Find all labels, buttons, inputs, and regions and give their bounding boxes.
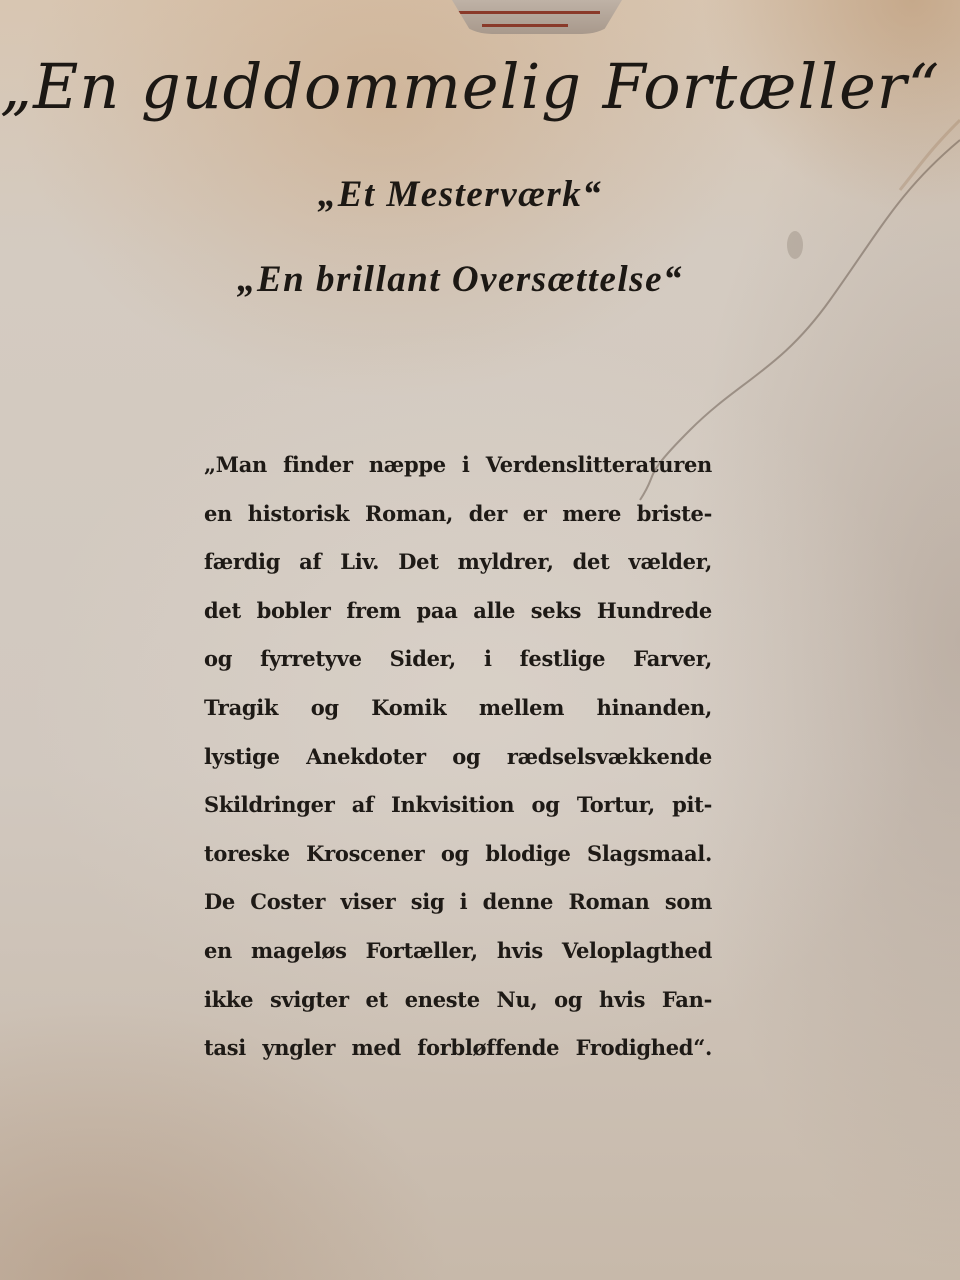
paragraph-line: toreske Kroscener og blodige Slagsmaal. xyxy=(204,840,712,866)
subheading-mestervaerk: „Et Mesterværk“ xyxy=(317,174,603,215)
paragraph-line: Tragik og Komik mellem hinanden, xyxy=(204,694,712,720)
paragraph-line: det bobler frem paa alle seks Hundrede xyxy=(204,597,712,623)
paragraph-line: og fyrretyve Sider, i festlige Farver, xyxy=(204,646,712,672)
paragraph-line: „Man finder næppe i Verdenslitteraturen xyxy=(204,452,712,477)
paragraph-line: en mageløs Fortæller, hvis Veloplagthed xyxy=(204,937,712,963)
subheading-oversaettelse: „En brillant Oversættelse“ xyxy=(236,259,684,300)
red-stripe xyxy=(482,24,568,27)
red-stripe xyxy=(456,11,600,14)
paragraph-line: lystige Anekdoter og rædselsvækkende xyxy=(204,743,712,769)
paragraph-line: ikke svigter et eneste Nu, og hvis Fan- xyxy=(204,986,712,1012)
paragraph-line: De Coster viser sig i denne Roman som xyxy=(204,889,712,915)
paragraph-line: en historisk Roman, der er mere briste- xyxy=(204,500,712,526)
headline-quote: „En guddommelig Fortæller“ xyxy=(0,50,941,123)
review-quote-paragraph xyxy=(204,447,712,1079)
jacket-flap-tab xyxy=(452,0,622,34)
paragraph-line: tasi yngler med forbløffende Frodighed“. xyxy=(204,1035,712,1061)
paragraph-line: færdig af Liv. Det myldrer, det vælder, xyxy=(204,549,712,575)
paragraph-line: Skildringer af Inkvisition og Tortur, pit- xyxy=(204,792,712,818)
